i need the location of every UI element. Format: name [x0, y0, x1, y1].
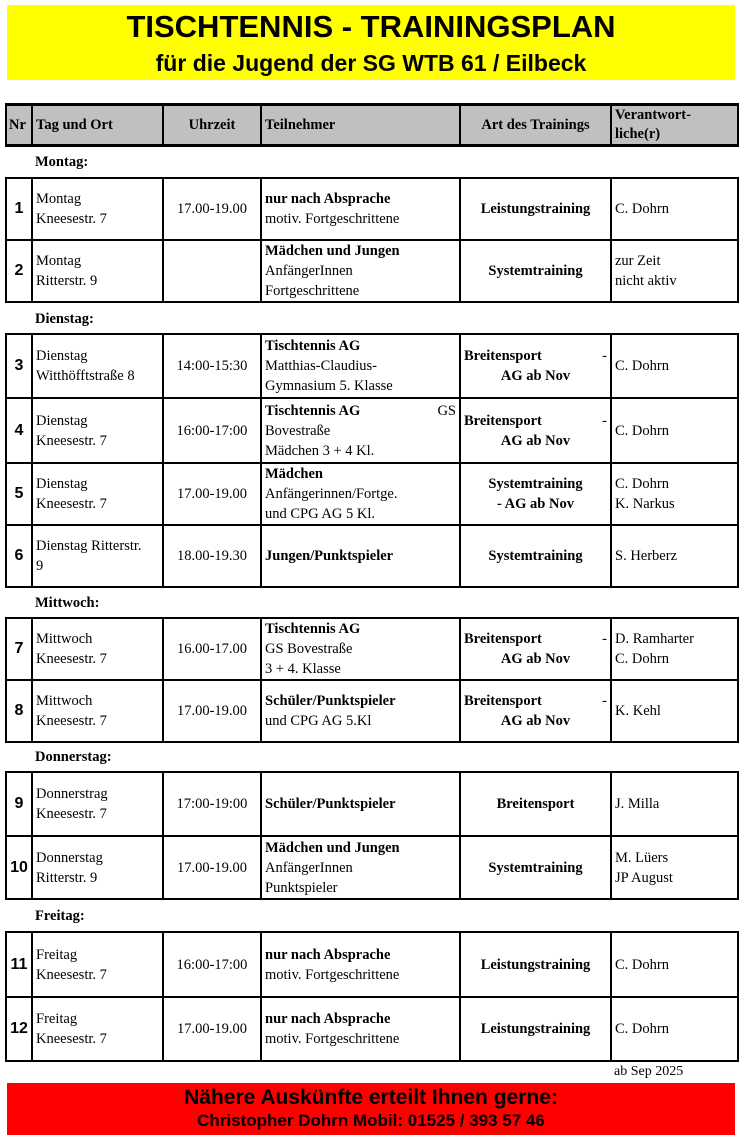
header-nr: Nr: [6, 105, 32, 146]
training-type-main: Leistungstraining: [480, 201, 591, 217]
participants-title: [265, 838, 456, 858]
row-number: 6: [6, 525, 32, 587]
participants-title-text: Mädchen und Jungen: [265, 839, 400, 856]
schedule-table: [5, 333, 739, 588]
responsible-name: C. Dohrn: [615, 201, 669, 217]
participants-title: [265, 546, 456, 566]
training-type-note: AG ab Nov: [500, 713, 571, 729]
section-label: Montag:: [35, 154, 89, 170]
location-line: Kneesestr. 7: [36, 432, 107, 449]
participants-school-tag: GS: [437, 402, 456, 419]
participants-title-text: Schüler/Punktspieler: [265, 693, 396, 709]
participants-line: Mädchen 3 + 4 Kl.: [265, 442, 375, 459]
page-subtitle: für die Jugend der SG WTB 61 / Eilbeck: [155, 50, 587, 76]
day-location: [32, 618, 163, 680]
responsible: [611, 525, 738, 587]
participants: [261, 525, 460, 587]
location-line: Dienstag: [36, 412, 88, 429]
day-location: [32, 836, 163, 899]
contact-heading: Nähere Auskünfte erteilt Ihnen gerne:: [184, 1086, 558, 1109]
responsible-name: JP August: [615, 869, 673, 886]
participants-title: [265, 945, 456, 965]
row-number: 5: [6, 463, 32, 525]
location-line: Ritterstr. 9: [36, 869, 98, 886]
participants: [261, 334, 460, 398]
day-location: [32, 398, 163, 463]
training-type-main: Leistungstraining: [480, 956, 591, 973]
location-line: Dienstag: [36, 476, 88, 492]
participants-title-text: Mädchen und Jungen: [265, 243, 400, 259]
row-number: 8: [6, 680, 32, 742]
responsible-name: C. Dohrn: [615, 358, 669, 374]
participants-line: GS Bovestraße: [265, 641, 353, 657]
row-number: 11: [6, 932, 32, 997]
valid-from-note: ab Sep 2025: [614, 1064, 684, 1079]
location-line: Donnerstrag: [36, 786, 108, 802]
location-line: Mittwoch: [36, 631, 93, 647]
responsible-name: C. Dohrn: [615, 476, 669, 492]
time: 17:00-19:00: [163, 772, 261, 836]
participants-line: motiv. Fortgeschrittene: [265, 966, 400, 983]
participants: [261, 618, 460, 680]
time: 16:00-17:00: [163, 398, 261, 463]
participants: [261, 680, 460, 742]
training-type-dash: -: [602, 348, 607, 364]
day-location: [32, 240, 163, 302]
header-art: Art des Trainings: [460, 105, 611, 146]
training-type: [460, 618, 611, 680]
training-type-note: - AG ab Nov: [497, 496, 574, 512]
participants-title: [265, 464, 456, 484]
table-row: [6, 772, 738, 836]
participants-title: [265, 794, 456, 814]
participants-title-text: Jungen/Punktspieler: [265, 548, 394, 564]
location-line: 9: [36, 558, 44, 574]
row-number: 1: [6, 178, 32, 240]
responsible: [611, 772, 738, 836]
location-line: Freitag: [36, 946, 78, 963]
participants: [261, 836, 460, 899]
responsible-name: C. Dohrn: [615, 651, 669, 667]
section-label: Donnerstag:: [35, 749, 112, 765]
responsible-name: C. Dohrn: [615, 1021, 669, 1037]
time: 17.00-19.00: [163, 997, 261, 1061]
responsible-name: S. Herberz: [615, 548, 678, 564]
participants-title-text: Tischtennis AG: [265, 621, 361, 637]
page-title: TISCHTENNIS - TRAININGSPLAN: [126, 9, 616, 44]
participants-line: Gymnasium 5. Klasse: [265, 378, 393, 394]
row-number: 4: [6, 398, 32, 463]
training-type-main: Systemtraining: [488, 263, 583, 279]
table-row: [6, 525, 738, 587]
title-banner: [7, 5, 735, 80]
responsible-name: zur Zeit: [615, 253, 661, 269]
row-number: 10: [6, 836, 32, 899]
participants-title: [265, 401, 456, 421]
responsible: [611, 334, 738, 398]
contact-banner: [7, 1083, 735, 1135]
responsible-name: M. Lüers: [615, 849, 669, 866]
participants-title: [265, 241, 456, 261]
participants-title-text: Schüler/Punktspieler: [265, 796, 396, 812]
responsible: [611, 836, 738, 899]
participants-title-text: nur nach Absprache: [265, 946, 391, 963]
training-type-note: AG ab Nov: [500, 432, 571, 449]
day-location: [32, 178, 163, 240]
schedule-table: [5, 771, 739, 900]
participants-title: [265, 619, 456, 639]
training-type: [460, 772, 611, 836]
location-line: Kneesestr. 7: [36, 806, 107, 822]
location-line: Kneesestr. 7: [36, 966, 107, 983]
table-row: [6, 997, 738, 1061]
participants: [261, 398, 460, 463]
table-row: [6, 240, 738, 302]
section-label: Mittwoch:: [35, 595, 100, 611]
training-type: [460, 463, 611, 525]
participants-title: [265, 1009, 456, 1029]
training-type-main: Breitensport: [464, 693, 542, 709]
header-verantwortliche: Verantwort-liche(r): [611, 105, 738, 146]
responsible: [611, 932, 738, 997]
training-type-main: Breitensport: [464, 631, 542, 647]
responsible: [611, 398, 738, 463]
schedule-table: [5, 177, 739, 303]
location-line: Donnerstag: [36, 849, 103, 866]
training-type: [460, 178, 611, 240]
participants-line: motiv. Fortgeschrittene: [265, 1031, 400, 1047]
time: 14:00-15:30: [163, 334, 261, 398]
participants: [261, 240, 460, 302]
location-line: Montag: [36, 253, 82, 269]
row-number: 12: [6, 997, 32, 1061]
training-type: [460, 680, 611, 742]
responsible-name: J. Milla: [615, 796, 660, 812]
participants-title-text: Tischtennis AG: [265, 338, 361, 354]
table-row: [6, 836, 738, 899]
training-type-main: Breitensport: [496, 796, 575, 812]
responsible: [611, 618, 738, 680]
location-line: Witthöfftstraße 8: [36, 368, 135, 384]
training-type-main: Systemtraining: [488, 476, 583, 492]
time: 17.00-19.00: [163, 463, 261, 525]
responsible-name: K. Kehl: [615, 703, 661, 719]
table-row: [6, 932, 738, 997]
location-line: Kneesestr. 7: [36, 1031, 107, 1047]
day-location: [32, 463, 163, 525]
location-line: Montag: [36, 191, 82, 207]
responsible: [611, 997, 738, 1061]
participants-line: Matthias-Claudius-: [265, 358, 377, 374]
participants-line: Fortgeschrittene: [265, 283, 360, 299]
participants-line: Bovestraße: [265, 422, 331, 439]
row-number: 3: [6, 334, 32, 398]
day-location: [32, 997, 163, 1061]
section-label: Dienstag:: [35, 311, 94, 327]
participants-line: und CPG AG 5.Kl: [265, 713, 372, 729]
training-type-dash: -: [602, 412, 607, 429]
header-tag-ort: Tag und Ort: [32, 105, 163, 146]
location-line: Kneesestr. 7: [36, 651, 107, 667]
location-line: Freitag: [36, 1011, 78, 1027]
day-location: [32, 680, 163, 742]
row-number: 7: [6, 618, 32, 680]
table-header: [5, 103, 739, 147]
schedule-table: [5, 617, 739, 743]
responsible-name: K. Narkus: [615, 496, 675, 512]
section-label: Freitag:: [35, 908, 85, 924]
training-type: [460, 525, 611, 587]
contact-details: Christopher Dohrn Mobil: 01525 / 393 57 46: [197, 1111, 545, 1130]
participants: [261, 463, 460, 525]
time: 16:00-17:00: [163, 932, 261, 997]
responsible: [611, 240, 738, 302]
training-type-note: AG ab Nov: [500, 368, 571, 384]
training-type-main: Breitensport: [464, 348, 542, 364]
training-type-note: AG ab Nov: [500, 651, 571, 667]
table-row: [6, 463, 738, 525]
row-number: 9: [6, 772, 32, 836]
table-row: [6, 680, 738, 742]
participants-line: Punktspieler: [265, 879, 338, 896]
training-type: [460, 240, 611, 302]
participants-title-text: Tischtennis AG: [265, 402, 361, 419]
training-type: [460, 997, 611, 1061]
participants-line: Anfängerinnen/Fortge.: [265, 486, 398, 502]
location-line: Dienstag Ritterstr.: [36, 538, 142, 554]
table-row: [6, 178, 738, 240]
location-line: Ritterstr. 9: [36, 273, 98, 289]
location-line: Kneesestr. 7: [36, 211, 107, 227]
table-row: [6, 398, 738, 463]
participants-line: AnfängerInnen: [265, 859, 353, 876]
location-line: Kneesestr. 7: [36, 713, 107, 729]
training-type-dash: -: [602, 631, 607, 647]
time: 16.00-17.00: [163, 618, 261, 680]
schedule-table: [5, 931, 739, 1062]
header-teilnehmer: Teilnehmer: [261, 105, 460, 146]
time: 17.00-19.00: [163, 680, 261, 742]
training-type-main: Breitensport: [464, 412, 542, 429]
participants-title: [265, 189, 456, 209]
participants-title-text: nur nach Absprache: [265, 1011, 391, 1027]
training-type-dash: -: [602, 693, 607, 709]
responsible: [611, 463, 738, 525]
table-row: [6, 618, 738, 680]
participants-title-text: Mädchen: [265, 466, 323, 482]
participants: [261, 997, 460, 1061]
location-line: Mittwoch: [36, 693, 93, 709]
row-number: 2: [6, 240, 32, 302]
participants-title: [265, 691, 456, 711]
responsible: [611, 680, 738, 742]
responsible-name: nicht aktiv: [615, 273, 677, 289]
training-type: [460, 398, 611, 463]
time: 18.00-19.30: [163, 525, 261, 587]
participants-title-text: nur nach Absprache: [265, 191, 391, 207]
day-location: [32, 932, 163, 997]
training-type-main: Systemtraining: [488, 859, 583, 876]
day-location: [32, 525, 163, 587]
training-type-main: Leistungstraining: [480, 1021, 591, 1037]
training-type: [460, 932, 611, 997]
day-location: [32, 334, 163, 398]
training-type: [460, 334, 611, 398]
participants-line: AnfängerInnen: [265, 263, 353, 279]
participants-line: und CPG AG 5 Kl.: [265, 506, 375, 522]
time: [163, 240, 261, 302]
participants-line: 3 + 4. Klasse: [265, 661, 341, 677]
responsible: [611, 178, 738, 240]
participants: [261, 178, 460, 240]
participants: [261, 932, 460, 997]
location-line: Dienstag: [36, 348, 88, 364]
location-line: Kneesestr. 7: [36, 496, 107, 512]
participants-title: [265, 336, 456, 356]
participants: [261, 772, 460, 836]
training-type-main: Systemtraining: [488, 548, 583, 564]
table-row: [6, 334, 738, 398]
responsible-name: C. Dohrn: [615, 422, 669, 439]
participants-line: motiv. Fortgeschrittene: [265, 211, 400, 227]
time: 17.00-19.00: [163, 836, 261, 899]
day-location: [32, 772, 163, 836]
training-type: [460, 836, 611, 899]
time: 17.00-19.00: [163, 178, 261, 240]
header-uhrzeit: Uhrzeit: [163, 105, 261, 146]
responsible-name: C. Dohrn: [615, 956, 669, 973]
responsible-name: D. Ramharter: [615, 631, 694, 647]
